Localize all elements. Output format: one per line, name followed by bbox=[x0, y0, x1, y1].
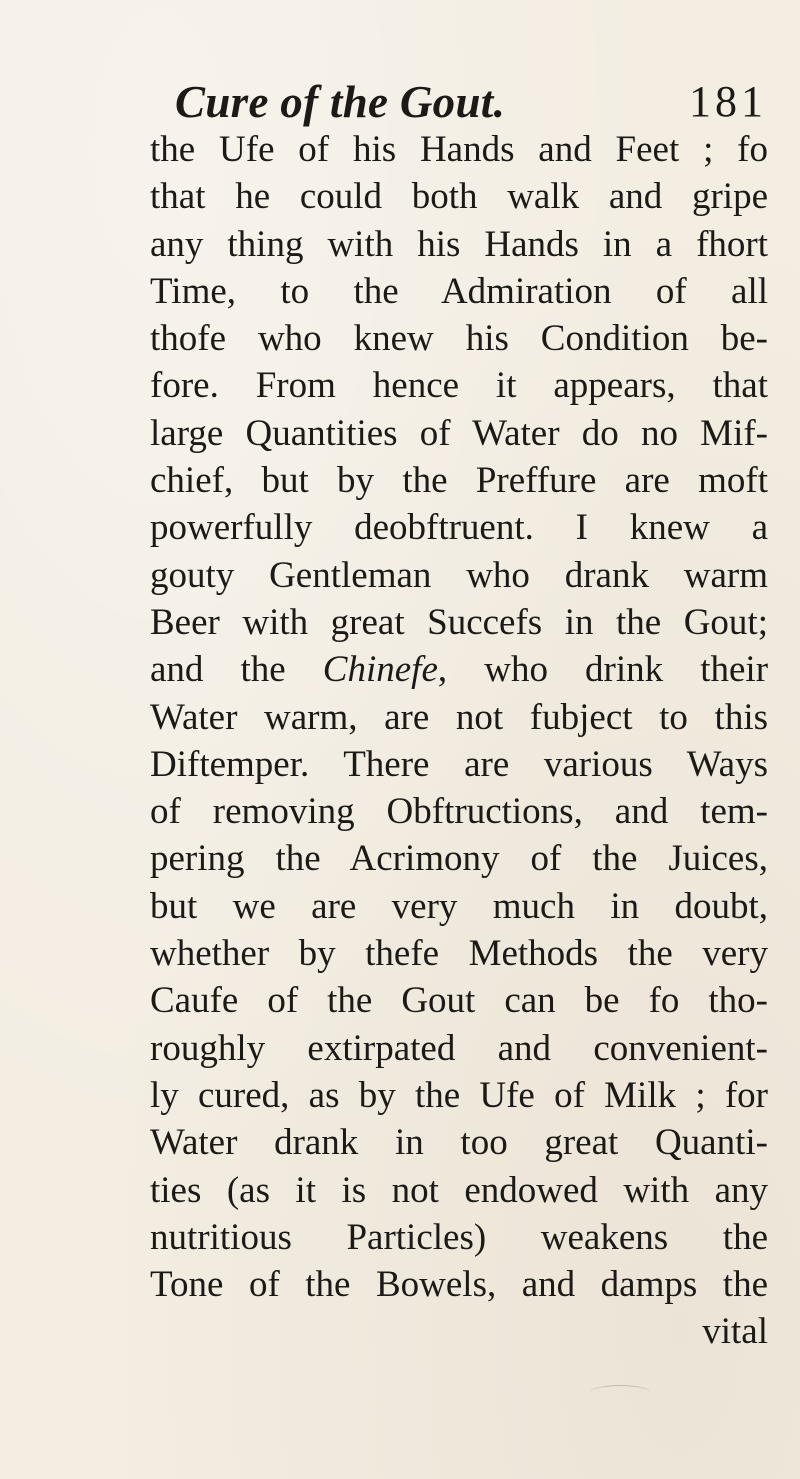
text-line: thofe who knew his Condition be- bbox=[150, 318, 768, 360]
text-line: chief, but by the Preffure are moft bbox=[150, 460, 768, 502]
text-run: , who drink their bbox=[437, 649, 769, 691]
catchword: vital bbox=[702, 1311, 768, 1353]
text-line: Caufe of the Gout can be fo tho- bbox=[150, 980, 768, 1022]
body-text bbox=[150, 126, 768, 1356]
text-line: of removing Obftructions, and tem- bbox=[150, 791, 768, 833]
text-line: that he could both walk and gripe bbox=[150, 176, 768, 218]
text-line: pering the Acrimony of the Juices, bbox=[150, 838, 768, 880]
text-line: roughly extirpated and convenient- bbox=[150, 1027, 768, 1069]
running-head bbox=[175, 72, 767, 132]
text-line: ties (as it is not endowed with any bbox=[150, 1169, 768, 1211]
text-line: powerfully deobftruent. I knew a bbox=[150, 507, 768, 549]
text-line: Water drank in too great Quanti- bbox=[150, 1122, 768, 1164]
text-line: whether by thefe Methods the very bbox=[150, 933, 768, 975]
text-line: but we are very much in doubt, bbox=[150, 885, 768, 927]
text-line: Diftemper. There are various Ways bbox=[150, 743, 768, 785]
italic-word: Chinefe bbox=[322, 649, 438, 691]
text-line: the Ufe of his Hands and Feet ; fo bbox=[150, 129, 768, 170]
text-line: large Quantities of Water do no Mif- bbox=[150, 412, 768, 454]
text-line: ly cured, as by the Ufe of Milk ; for bbox=[150, 1074, 768, 1116]
paper-mark bbox=[590, 1385, 650, 1400]
page-number: 181 bbox=[689, 77, 767, 126]
text-line: Time, to the Admiration of all bbox=[150, 270, 768, 312]
text-line: nutritious Particles) weakens the bbox=[150, 1216, 768, 1258]
text-line: Tone of the Bowels, and damps the bbox=[150, 1264, 768, 1306]
text-line: Beer with great Succefs in the Gout; bbox=[150, 601, 768, 643]
text-line-with-italic bbox=[150, 646, 768, 693]
running-title: Cure of the Gout. bbox=[175, 77, 506, 127]
text-line: any thing with his Hands in a fhort bbox=[150, 223, 768, 265]
text-run: and the bbox=[150, 649, 323, 691]
text-line: Water warm, are not fubject to this bbox=[150, 696, 768, 738]
text-line: fore. From hence it appears, that bbox=[150, 365, 768, 407]
text-line: gouty Gentleman who drank warm bbox=[150, 554, 768, 596]
